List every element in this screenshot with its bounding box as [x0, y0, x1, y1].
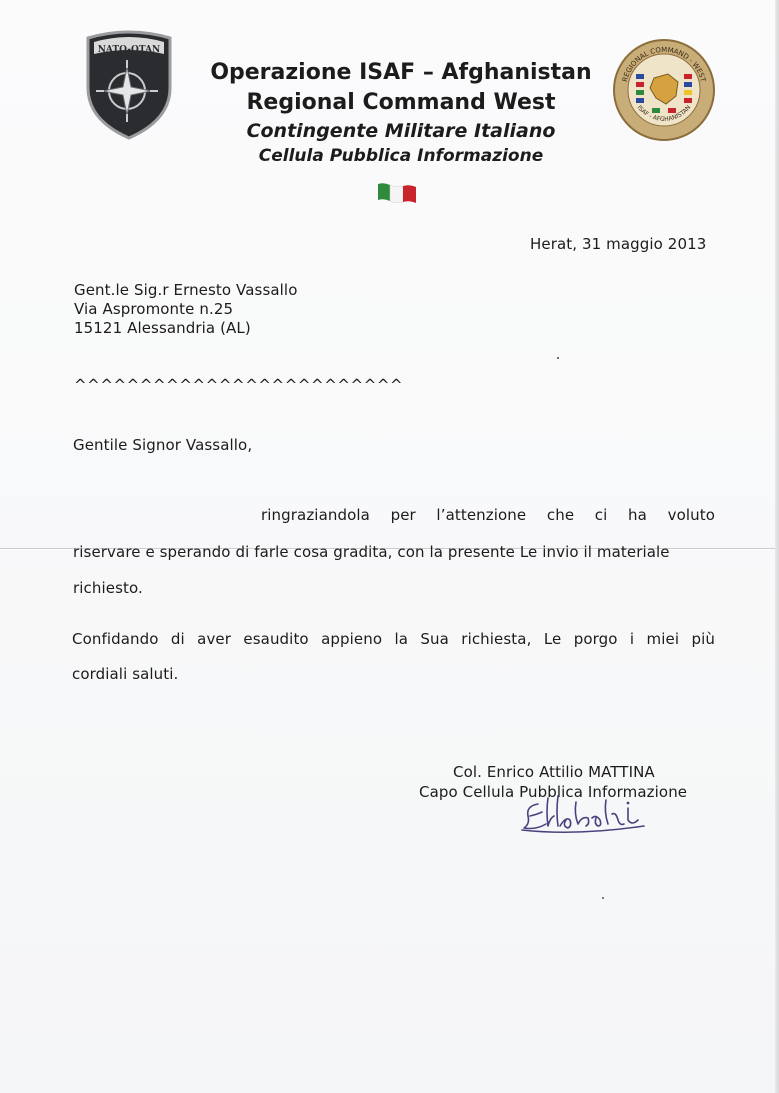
- header-line-cell: Cellula Pubblica Informazione: [258, 146, 544, 166]
- signatory-title: Capo Cellula Pubblica Informazione: [419, 783, 688, 801]
- seal-text-top: REGIONAL COMMAND - WEST: [620, 45, 708, 83]
- signatory-name: Col. Enrico Attilio MATTINA: [453, 763, 655, 781]
- patch-text: NATO-OTAN: [97, 45, 161, 55]
- paragraph-1-line-1: ringraziandola per l’attenzione che ci ha voluto: [261, 506, 715, 524]
- recipient-name: Gent.le Sig.r Ernesto Vassallo: [74, 281, 298, 299]
- header-line-command: Regional Command West: [246, 90, 556, 115]
- seal-text-bottom: ISAF - AFGHANISTAN: [635, 104, 693, 124]
- regional-command-west-seal-logo: [612, 38, 716, 142]
- paragraph-1-line-2: riservare e sperando di farle cosa gradita, con la presente Le invio il materiale: [73, 543, 670, 561]
- letter-date: Herat, 31 maggio 2013: [530, 235, 707, 253]
- recipient-street: Via Aspromonte n.25: [74, 300, 234, 318]
- paragraph-1-line-3: richiesto.: [73, 579, 143, 597]
- paper-edge: [775, 0, 779, 1093]
- header-line-operation: Operazione ISAF – Afghanistan: [210, 60, 592, 85]
- greeting: Gentile Signor Vassallo,: [73, 436, 253, 454]
- paragraph-2-line-2: cordiali saluti.: [72, 665, 179, 683]
- nato-otan-patch-logo: [82, 28, 176, 140]
- paper-speck: [557, 357, 559, 359]
- header-line-contingent: Contingente Militare Italiano: [246, 120, 556, 142]
- italian-flag-icon: [376, 180, 418, 204]
- recipient-city: 15121 Alessandria (AL): [74, 319, 251, 337]
- paragraph-2-line-1: Confidando di aver esaudito appieno la Sua richiesta, Le porgo i miei più: [72, 630, 715, 648]
- paper-speck: [602, 897, 604, 899]
- handwritten-signature: [516, 790, 656, 838]
- separator-line: ^^^^^^^^^^^^^^^^^^^^^^^^^: [74, 376, 404, 394]
